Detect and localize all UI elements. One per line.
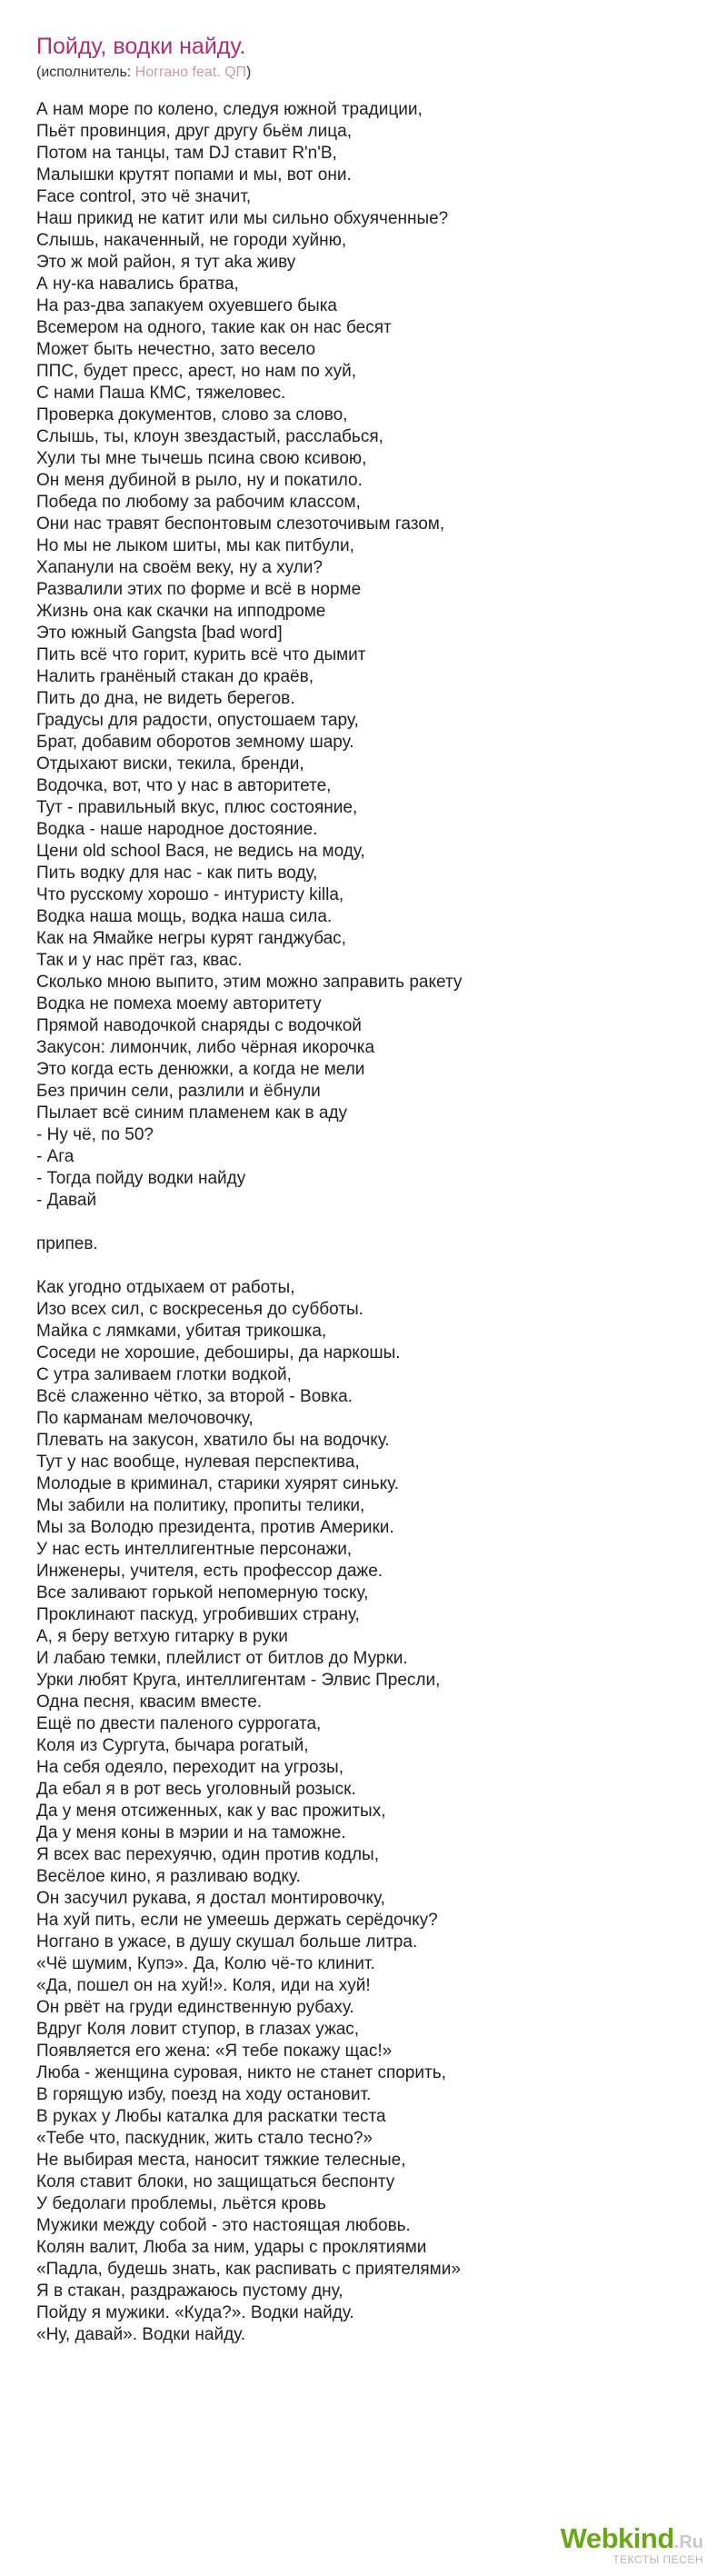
- lyric-line: Тут у нас вообще, нулевая перспектива,: [36, 1453, 360, 1472]
- lyric-line: Вдруг Коля ловит ступор, в глазах ужас,: [36, 2020, 360, 2039]
- lyric-line: - Давай: [36, 1191, 97, 1210]
- lyric-line: Отдыхают виски, текила, бренди,: [36, 754, 304, 774]
- lyric-line: Проверка документов, слово за слово,: [36, 405, 348, 424]
- lyric-line: Наш прикид не катит или мы сильно обхуяченные?: [36, 209, 449, 228]
- lyric-line: Водочка, вот, что у нас в авторитете,: [36, 776, 332, 795]
- lyric-line: Появляется его жена: «Я тебе покажу щас!»: [36, 2042, 393, 2061]
- logo-tagline: ТЕКСТЫ ПЕСЕН: [612, 2553, 703, 2566]
- lyric-line: Всё слаженно чётко, за второй - Вовка.: [36, 1387, 353, 1406]
- lyric-line: «Да, пошел он на хуй!». Коля, иди на хуй!: [36, 1976, 371, 1995]
- lyric-line: Хапанули на своём веку, ну а хули?: [36, 558, 323, 577]
- lyric-line: Пьёт провинция, друг другу бьём лица,: [36, 122, 352, 141]
- lyric-line: Да ебал я в рот весь уголовный розыск.: [36, 1780, 356, 1799]
- lyric-line: У нас есть интеллигентные персонажи,: [36, 1540, 353, 1559]
- lyric-line: - Ага: [36, 1147, 75, 1166]
- lyric-line: Инженеры, учителя, есть профессор даже.: [36, 1562, 383, 1581]
- lyric-line: Он засучил рукава, я достал монтировочку,: [36, 1889, 385, 1908]
- lyric-line: Брат, добавим оборотов земному шару.: [36, 733, 354, 752]
- lyric-line: Пойду я мужики. «Куда?». Водки найду.: [36, 2303, 354, 2322]
- artist-prefix: (исполнитель:: [36, 65, 135, 80]
- lyrics-text: [36, 99, 691, 2346]
- lyric-line: Водка наша мощь, водка наша сила.: [36, 907, 333, 926]
- lyric-line: Что русскому хорошо - интуристу killa,: [36, 885, 344, 904]
- lyric-line: Соседи не хорошие, дебоширы, да наркошы.: [36, 1343, 401, 1363]
- lyric-line: Пить до дна, не видеть берегов.: [36, 689, 295, 708]
- lyric-line: Мы за Володю президента, против Америки.: [36, 1518, 394, 1537]
- lyric-line: С утра заливаем глотки водкой,: [36, 1365, 292, 1384]
- lyric-line: Face control, это чё значит,: [36, 187, 252, 206]
- lyric-line: И лабаю темки, плейлист от битлов до Мурки.: [36, 1649, 408, 1668]
- lyric-line: Водка - наше народное достояние.: [36, 820, 318, 839]
- lyric-line: Мы забили на политику, пропиты телики,: [36, 1496, 365, 1515]
- lyric-line: А нам море по колено, следуя южной традиции,: [36, 100, 423, 119]
- lyric-line: Малышки крутят попами и мы, вот они.: [36, 165, 352, 185]
- lyric-line: Он рвёт на груди единственную рубаху.: [36, 1998, 354, 2017]
- lyric-line: Они нас травят беспонтовым слезоточивым газом,: [36, 514, 445, 534]
- lyric-line: Это южный Gangsta [bad word]: [36, 624, 283, 643]
- lyric-line: Проклинают паскуд, угробивших страну,: [36, 1605, 360, 1624]
- site-logo[interactable]: [561, 2524, 703, 2565]
- lyric-line: У бедолаги проблемы, льётся кровь: [36, 2194, 326, 2213]
- lyric-line: Без причин сели, разлили и ёбнули: [36, 1082, 321, 1101]
- lyric-line: Да у меня коны в мэрии и на таможне.: [36, 1823, 346, 1842]
- lyric-line: Как угодно отдыхаем от работы,: [36, 1278, 295, 1297]
- lyric-line: Сколько мною выпито, этим можно заправить ракету: [36, 973, 463, 992]
- logo-name: Webkind: [560, 2522, 674, 2554]
- lyric-line: Но мы не лыком шиты, мы как питбули,: [36, 536, 354, 555]
- song-page: [36, 33, 691, 2346]
- artist-link[interactable]: Ноггано feat. QП: [134, 65, 247, 80]
- lyric-line: Закусон: лимончик, либо чёрная икорочка: [36, 1038, 375, 1057]
- lyric-line: Одна песня, квасим вместе.: [36, 1692, 263, 1712]
- lyric-line: [36, 1212, 691, 1233]
- lyric-line: Тут - правильный вкус, плюс состояние,: [36, 798, 358, 817]
- lyric-line: Цени old school Вася, не ведись на моду,: [36, 842, 365, 861]
- lyric-line: Изо всех сил, с воскресенья до субботы.: [36, 1300, 364, 1319]
- lyric-line: Градусы для радости, опустошаем тару,: [36, 711, 359, 730]
- lyric-line: Весёлое кино, я разливаю водку.: [36, 1867, 301, 1886]
- lyric-line: Пить водку для нас - как пить воду,: [36, 864, 318, 883]
- lyric-line: «Тебе что, паскудник, жить стало тесно?»: [36, 2129, 373, 2148]
- lyric-line: Майка с лямками, убитая трикошка,: [36, 1322, 327, 1341]
- lyric-line: Коля из Сургута, бычара рогатый,: [36, 1736, 309, 1755]
- lyric-line: Это когда есть денюжки, а когда не мели: [36, 1060, 365, 1079]
- lyric-line: Ещё по двести паленого суррогата,: [36, 1714, 322, 1733]
- lyric-line: Всемером на одного, такие как он нас бесят: [36, 318, 392, 337]
- lyric-line: - Тогда пойду водки найду: [36, 1169, 246, 1188]
- lyric-line: Пить всё что горит, курить всё что дымит: [36, 645, 366, 664]
- lyric-line: Водка не помеха моему авторитету: [36, 994, 322, 1013]
- lyric-line: Слышь, ты, клоун звездастый, расслабься,: [36, 427, 383, 446]
- lyric-line: ППС, будет пресс, арест, но нам по хуй,: [36, 362, 357, 381]
- lyric-line: Плевать на закусон, хватило бы на водочку.: [36, 1431, 390, 1450]
- lyric-line: припев.: [36, 1234, 98, 1253]
- lyric-line: Ноггано в ужасе, в душу скушал больше литра.: [36, 1932, 418, 1952]
- lyric-line: «Чё шумим, Купэ». Да, Колю чё-то клинит.: [36, 1954, 375, 1973]
- lyric-line: А ну-ка навались братва,: [36, 275, 239, 294]
- lyric-line: Все заливают горькой непомерную тоску,: [36, 1583, 369, 1603]
- lyric-line: В горящую избу, поезд на ходу остановит.: [36, 2085, 372, 2104]
- lyric-line: А, я беру ветхую гитарку в руки: [36, 1627, 288, 1646]
- lyric-line: Не выбирая места, наносит тяжкие телесные,: [36, 2151, 406, 2170]
- lyric-line: Может быть нечестно, зато весело: [36, 340, 316, 359]
- song-title: Пойду, водки найду.: [36, 34, 246, 59]
- lyric-line: «Падла, будешь знать, как распивать с приятелями»: [36, 2260, 461, 2279]
- lyric-line: Коля ставит блоки, но защищаться беспонту: [36, 2172, 395, 2192]
- lyric-line: Победа по любому за рабочим классом,: [36, 493, 361, 512]
- lyric-line: На раз-два запакуем охуевшего быка: [36, 296, 337, 315]
- lyric-line: Это ж мой район, я тут aka живу: [36, 253, 296, 272]
- lyric-line: На хуй пить, если не умеешь держать серёдочку?: [36, 1911, 438, 1930]
- lyric-line: «Ну, давай». Водки найду.: [36, 2325, 246, 2344]
- lyric-line: [36, 1255, 691, 1277]
- lyric-line: Развалили этих по форме и всё в норме: [36, 580, 362, 599]
- logo-tld: .Ru: [673, 2532, 703, 2552]
- artist-suffix: ): [246, 65, 252, 80]
- lyric-line: С нами Паша КМС, тяжеловес.: [36, 384, 286, 403]
- lyric-line: Как на Ямайке негры курят ганджубас,: [36, 929, 346, 948]
- lyric-line: Он меня дубиной в рыло, ну и покатило.: [36, 471, 363, 490]
- lyric-line: Пылает всё синим пламенем как в аду: [36, 1103, 348, 1123]
- lyric-line: Потом на танцы, там DJ ставит R'n'B,: [36, 144, 337, 163]
- lyric-line: - Ну чё, по 50?: [36, 1125, 154, 1144]
- lyric-line: По карманам мелочовочку,: [36, 1409, 254, 1428]
- lyric-line: На себя одеяло, переходит на угрозы,: [36, 1758, 344, 1777]
- lyric-line: Налить гранёный стакан до краёв,: [36, 667, 314, 686]
- lyric-line: Я в стакан, раздражаюсь пустому дну,: [36, 2281, 344, 2301]
- lyric-line: Люба - женщина суровая, никто не станет спорить,: [36, 2063, 446, 2082]
- lyric-line: В руках у Любы каталка для раскатки теста: [36, 2107, 386, 2126]
- artist-line: [36, 63, 691, 83]
- lyric-line: Я всех вас перехуячю, один против кодлы,: [36, 1845, 379, 1864]
- lyric-line: Жизнь она как скачки на ипподроме: [36, 602, 326, 621]
- lyric-line: Слышь, накаченный, не городи хуйню,: [36, 231, 347, 250]
- lyric-line: Прямой наводочкой снаряды с водочкой: [36, 1016, 362, 1035]
- lyric-line: Молодые в криминал, старики хуярят синьку.: [36, 1474, 400, 1493]
- lyric-line: Урки любят Круга, интеллигентам - Элвис Пресли,: [36, 1671, 441, 1690]
- lyric-line: Мужики между собой - это настоящая любовь.: [36, 2216, 411, 2235]
- lyric-line: Колян валит, Люба за ним, удары с проклятиями: [36, 2238, 427, 2257]
- lyric-line: Хули ты мне тычешь псина свою ксивою,: [36, 449, 367, 468]
- lyric-line: Так и у нас прёт газ, квас.: [36, 951, 243, 970]
- lyric-line: Да у меня отсиженных, как у вас прожитых,: [36, 1802, 386, 1821]
